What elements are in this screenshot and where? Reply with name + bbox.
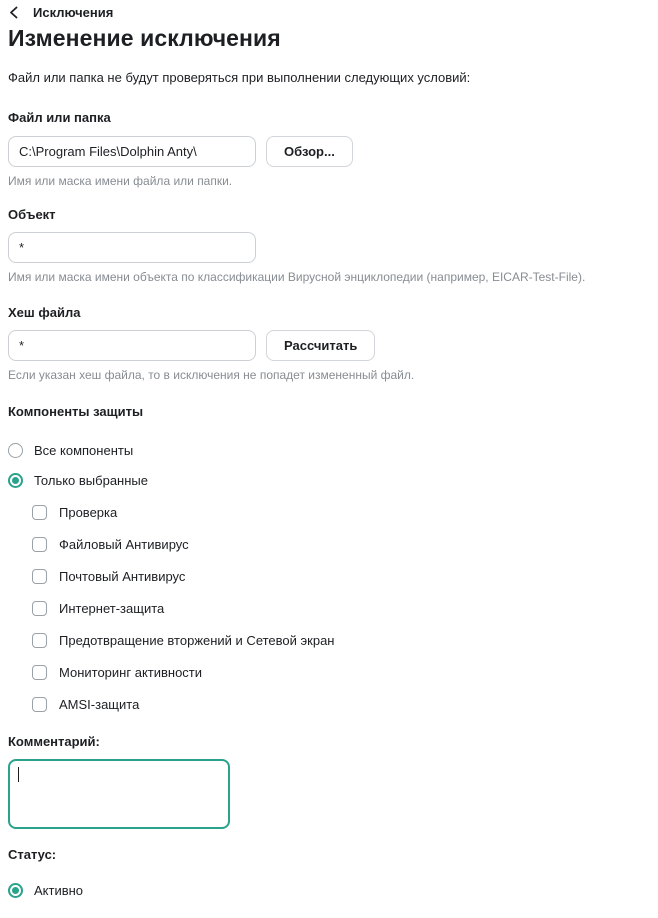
file-folder-label: Файл или папка	[8, 110, 111, 125]
checkbox-label: Предотвращение вторжений и Сетевой экран	[59, 632, 335, 648]
hash-hint: Если указан хеш файла, то в исключения не попадет измененный файл.	[8, 368, 415, 382]
radio-all-components-label: Все компоненты	[34, 442, 134, 458]
checkbox-label: Интернет-защита	[59, 600, 165, 616]
checkbox-label: Мониторинг активности	[59, 664, 203, 680]
checkbox-icon[interactable]	[32, 537, 47, 552]
browse-button[interactable]: Обзор...	[266, 136, 353, 167]
object-hint: Имя или маска имени объекта по классификации Вирусной энциклопедии (например, EICAR-Test-File).	[8, 270, 586, 284]
comment-label: Комментарий:	[8, 734, 100, 749]
radio-selected-components-label: Только выбранные	[34, 472, 148, 488]
breadcrumb-label: Исключения	[33, 4, 114, 20]
file-path-input[interactable]	[8, 136, 256, 167]
file-folder-hint: Имя или маска имени файла или папки.	[8, 174, 233, 188]
object-row	[8, 232, 650, 263]
radio-status-active-label: Активно	[34, 882, 84, 898]
chevron-left-icon	[8, 6, 20, 19]
hash-input[interactable]	[8, 330, 256, 361]
hash-label: Хеш файла	[8, 305, 81, 320]
radio-selected-icon[interactable]	[8, 883, 23, 898]
checkbox-row-scan[interactable]	[32, 504, 117, 520]
radio-status-active[interactable]	[8, 882, 83, 898]
file-folder-row	[8, 136, 650, 167]
status-label: Статус:	[8, 847, 57, 862]
checkbox-icon[interactable]	[32, 633, 47, 648]
components-label: Компоненты защиты	[8, 404, 144, 419]
back-link[interactable]	[8, 4, 113, 20]
checkbox-row-mail-antivirus[interactable]	[32, 568, 185, 584]
object-mask-input[interactable]	[8, 232, 256, 263]
radio-selected-components[interactable]	[8, 472, 148, 488]
checkbox-icon[interactable]	[32, 697, 47, 712]
checkbox-icon[interactable]	[32, 505, 47, 520]
page-description: Файл или папка не будут проверяться при выполнении следующих условий:	[8, 70, 471, 85]
comment-field-wrap	[8, 759, 230, 829]
radio-all-components[interactable]	[8, 442, 133, 458]
checkbox-label: Файловый Антивирус	[59, 536, 189, 552]
object-label: Объект	[8, 207, 56, 222]
checkbox-label: Почтовый Антивирус	[59, 568, 186, 584]
radio-selected-icon[interactable]	[8, 473, 23, 488]
checkbox-row-amsi-protection[interactable]	[32, 696, 139, 712]
comment-textarea[interactable]	[8, 759, 230, 829]
calculate-button[interactable]: Рассчитать	[266, 330, 375, 361]
components-checkbox-group	[32, 504, 650, 712]
checkbox-row-intrusion-prevention[interactable]	[32, 632, 334, 648]
hash-row	[8, 330, 650, 361]
checkbox-row-activity-monitor[interactable]	[32, 664, 202, 680]
radio-unselected-icon[interactable]	[8, 443, 23, 458]
checkbox-label: AMSI-защита	[59, 696, 140, 712]
checkbox-row-file-antivirus[interactable]	[32, 536, 189, 552]
checkbox-row-web-protection[interactable]	[32, 600, 164, 616]
checkbox-icon[interactable]	[32, 665, 47, 680]
checkbox-icon[interactable]	[32, 601, 47, 616]
checkbox-icon[interactable]	[32, 569, 47, 584]
checkbox-label: Проверка	[59, 504, 118, 520]
page-title: Изменение исключения	[8, 25, 281, 51]
